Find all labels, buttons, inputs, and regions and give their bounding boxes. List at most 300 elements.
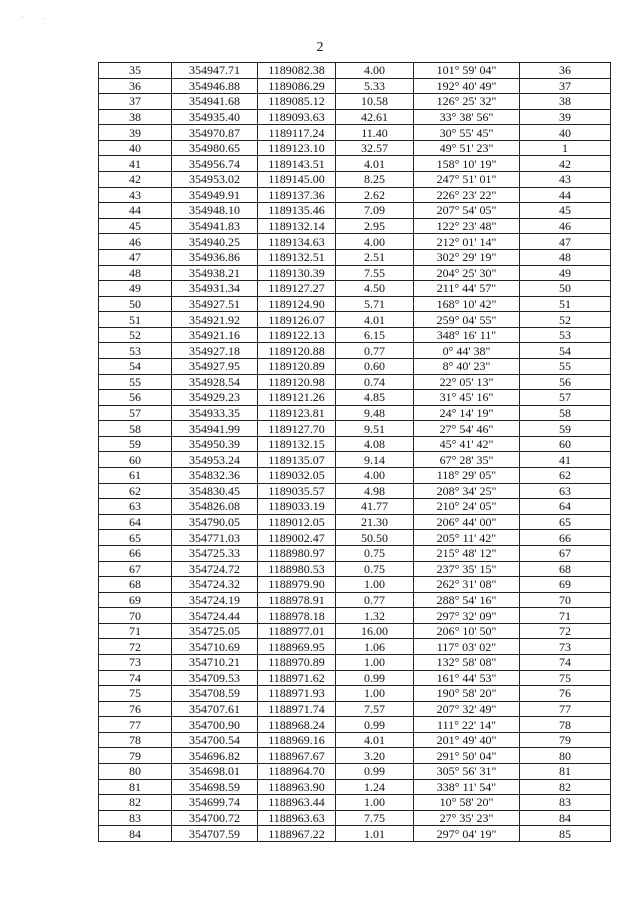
x-coordinate-cell: 354938.21 xyxy=(172,265,258,281)
table-row xyxy=(99,125,611,141)
x-coordinate-cell: 354953.02 xyxy=(172,172,258,188)
point-number-cell: 36 xyxy=(99,78,172,94)
table-row xyxy=(99,810,611,826)
distance-cell: 32.57 xyxy=(336,140,414,156)
x-coordinate-cell: 354707.59 xyxy=(172,826,258,842)
distance-cell: 1.00 xyxy=(336,577,414,593)
point-number-cell: 53 xyxy=(99,343,172,359)
x-coordinate-cell: 354946.88 xyxy=(172,78,258,94)
x-coordinate-cell: 354724.32 xyxy=(172,577,258,593)
bearing-cell: 158° 10' 19" xyxy=(414,156,520,172)
point-number-cell: 49 xyxy=(99,281,172,297)
x-coordinate-cell: 354921.16 xyxy=(172,327,258,343)
next-point-cell: 36 xyxy=(520,63,611,79)
x-coordinate-cell: 354921.92 xyxy=(172,312,258,328)
x-coordinate-cell: 354935.40 xyxy=(172,109,258,125)
table-row xyxy=(99,94,611,110)
distance-cell: 41.77 xyxy=(336,499,414,515)
x-coordinate-cell: 354950.39 xyxy=(172,436,258,452)
table-row xyxy=(99,156,611,172)
point-number-cell: 54 xyxy=(99,358,172,374)
bearing-cell: 168° 10' 42" xyxy=(414,296,520,312)
table-row xyxy=(99,452,611,468)
y-coordinate-cell: 1188980.97 xyxy=(258,545,336,561)
table-row xyxy=(99,436,611,452)
table-row xyxy=(99,764,611,780)
next-point-cell: 70 xyxy=(520,592,611,608)
table-row xyxy=(99,779,611,795)
y-coordinate-cell: 1189085.12 xyxy=(258,94,336,110)
y-coordinate-cell: 1188977.01 xyxy=(258,623,336,639)
table-row xyxy=(99,296,611,312)
y-coordinate-cell: 1188967.67 xyxy=(258,748,336,764)
point-number-cell: 59 xyxy=(99,436,172,452)
bearing-cell: 126° 25' 32" xyxy=(414,94,520,110)
y-coordinate-cell: 1189122.13 xyxy=(258,327,336,343)
bearing-cell: 206° 10' 50" xyxy=(414,623,520,639)
next-point-cell: 1 xyxy=(520,140,611,156)
bearing-cell: 297° 32' 09" xyxy=(414,608,520,624)
next-point-cell: 41 xyxy=(520,452,611,468)
bearing-cell: 212° 01' 14" xyxy=(414,234,520,250)
point-number-cell: 62 xyxy=(99,483,172,499)
next-point-cell: 52 xyxy=(520,312,611,328)
next-point-cell: 42 xyxy=(520,156,611,172)
x-coordinate-cell: 354927.51 xyxy=(172,296,258,312)
x-coordinate-cell: 354707.61 xyxy=(172,701,258,717)
next-point-cell: 43 xyxy=(520,172,611,188)
y-coordinate-cell: 1188967.22 xyxy=(258,826,336,842)
bearing-cell: 132° 58' 08" xyxy=(414,654,520,670)
next-point-cell: 71 xyxy=(520,608,611,624)
y-coordinate-cell: 1189126.07 xyxy=(258,312,336,328)
x-coordinate-cell: 354947.71 xyxy=(172,63,258,79)
distance-cell: 8.25 xyxy=(336,172,414,188)
table-row xyxy=(99,343,611,359)
distance-cell: 4.98 xyxy=(336,483,414,499)
y-coordinate-cell: 1189035.57 xyxy=(258,483,336,499)
next-point-cell: 54 xyxy=(520,343,611,359)
x-coordinate-cell: 354928.54 xyxy=(172,374,258,390)
table-row xyxy=(99,592,611,608)
point-number-cell: 35 xyxy=(99,63,172,79)
point-number-cell: 60 xyxy=(99,452,172,468)
y-coordinate-cell: 1189123.81 xyxy=(258,405,336,421)
next-point-cell: 60 xyxy=(520,436,611,452)
bearing-cell: 207° 54' 05" xyxy=(414,203,520,219)
point-number-cell: 41 xyxy=(99,156,172,172)
point-number-cell: 43 xyxy=(99,187,172,203)
x-coordinate-cell: 354725.33 xyxy=(172,545,258,561)
distance-cell: 0.60 xyxy=(336,358,414,374)
x-coordinate-cell: 354790.05 xyxy=(172,514,258,530)
next-point-cell: 58 xyxy=(520,405,611,421)
table-row xyxy=(99,623,611,639)
point-number-cell: 61 xyxy=(99,468,172,484)
table-row xyxy=(99,327,611,343)
x-coordinate-cell: 354830.45 xyxy=(172,483,258,499)
x-coordinate-cell: 354949.91 xyxy=(172,187,258,203)
bearing-cell: 259° 04' 55" xyxy=(414,312,520,328)
bearing-cell: 45° 41' 42" xyxy=(414,436,520,452)
bearing-cell: 201° 49' 40" xyxy=(414,732,520,748)
table-row xyxy=(99,732,611,748)
table-row xyxy=(99,203,611,219)
y-coordinate-cell: 1188968.24 xyxy=(258,717,336,733)
bearing-cell: 111° 22' 14" xyxy=(414,717,520,733)
y-coordinate-cell: 1189120.88 xyxy=(258,343,336,359)
table-row xyxy=(99,608,611,624)
distance-cell: 0.77 xyxy=(336,592,414,608)
bearing-cell: 204° 25' 30" xyxy=(414,265,520,281)
point-number-cell: 66 xyxy=(99,545,172,561)
coordinates-table-body xyxy=(99,63,611,842)
point-number-cell: 40 xyxy=(99,140,172,156)
bearing-cell: 190° 58' 20" xyxy=(414,686,520,702)
y-coordinate-cell: 1189093.63 xyxy=(258,109,336,125)
next-point-cell: 40 xyxy=(520,125,611,141)
x-coordinate-cell: 354710.21 xyxy=(172,654,258,670)
table-row xyxy=(99,717,611,733)
bearing-cell: 226° 23' 22" xyxy=(414,187,520,203)
y-coordinate-cell: 1189132.51 xyxy=(258,249,336,265)
distance-cell: 7.55 xyxy=(336,265,414,281)
next-point-cell: 83 xyxy=(520,795,611,811)
table-row xyxy=(99,499,611,515)
y-coordinate-cell: 1189134.63 xyxy=(258,234,336,250)
distance-cell: 0.74 xyxy=(336,374,414,390)
y-coordinate-cell: 1188970.89 xyxy=(258,654,336,670)
table-row xyxy=(99,265,611,281)
next-point-cell: 84 xyxy=(520,810,611,826)
distance-cell: 4.01 xyxy=(336,312,414,328)
next-point-cell: 44 xyxy=(520,187,611,203)
point-number-cell: 73 xyxy=(99,654,172,670)
next-point-cell: 49 xyxy=(520,265,611,281)
point-number-cell: 39 xyxy=(99,125,172,141)
point-number-cell: 42 xyxy=(99,172,172,188)
next-point-cell: 59 xyxy=(520,421,611,437)
y-coordinate-cell: 1189127.27 xyxy=(258,281,336,297)
y-coordinate-cell: 1189132.15 xyxy=(258,436,336,452)
table-row xyxy=(99,63,611,79)
point-number-cell: 55 xyxy=(99,374,172,390)
bearing-cell: 117° 03' 02" xyxy=(414,639,520,655)
next-point-cell: 82 xyxy=(520,779,611,795)
y-coordinate-cell: 1188963.63 xyxy=(258,810,336,826)
point-number-cell: 67 xyxy=(99,561,172,577)
point-number-cell: 58 xyxy=(99,421,172,437)
distance-cell: 4.01 xyxy=(336,732,414,748)
point-number-cell: 74 xyxy=(99,670,172,686)
point-number-cell: 81 xyxy=(99,779,172,795)
table-row xyxy=(99,545,611,561)
distance-cell: 1.01 xyxy=(336,826,414,842)
next-point-cell: 48 xyxy=(520,249,611,265)
x-coordinate-cell: 354941.68 xyxy=(172,94,258,110)
next-point-cell: 73 xyxy=(520,639,611,655)
x-coordinate-cell: 354941.99 xyxy=(172,421,258,437)
next-point-cell: 47 xyxy=(520,234,611,250)
bearing-cell: 33° 38' 56" xyxy=(414,109,520,125)
table-row xyxy=(99,468,611,484)
next-point-cell: 39 xyxy=(520,109,611,125)
next-point-cell: 46 xyxy=(520,218,611,234)
distance-cell: 9.48 xyxy=(336,405,414,421)
next-point-cell: 37 xyxy=(520,78,611,94)
x-coordinate-cell: 354832.36 xyxy=(172,468,258,484)
point-number-cell: 56 xyxy=(99,390,172,406)
y-coordinate-cell: 1189137.36 xyxy=(258,187,336,203)
distance-cell: 1.00 xyxy=(336,686,414,702)
x-coordinate-cell: 354725.05 xyxy=(172,623,258,639)
distance-cell: 7.57 xyxy=(336,701,414,717)
table-row xyxy=(99,405,611,421)
next-point-cell: 66 xyxy=(520,530,611,546)
bearing-cell: 118° 29' 05" xyxy=(414,468,520,484)
next-point-cell: 69 xyxy=(520,577,611,593)
point-number-cell: 65 xyxy=(99,530,172,546)
table-row xyxy=(99,654,611,670)
distance-cell: 7.09 xyxy=(336,203,414,219)
next-point-cell: 78 xyxy=(520,717,611,733)
distance-cell: 5.33 xyxy=(336,78,414,94)
y-coordinate-cell: 1189082.38 xyxy=(258,63,336,79)
x-coordinate-cell: 354700.54 xyxy=(172,732,258,748)
x-coordinate-cell: 354724.44 xyxy=(172,608,258,624)
point-number-cell: 45 xyxy=(99,218,172,234)
x-coordinate-cell: 354956.74 xyxy=(172,156,258,172)
x-coordinate-cell: 354940.25 xyxy=(172,234,258,250)
y-coordinate-cell: 1189123.10 xyxy=(258,140,336,156)
table-row xyxy=(99,187,611,203)
table-row xyxy=(99,358,611,374)
point-number-cell: 69 xyxy=(99,592,172,608)
point-number-cell: 78 xyxy=(99,732,172,748)
point-number-cell: 84 xyxy=(99,826,172,842)
table-row xyxy=(99,748,611,764)
x-coordinate-cell: 354927.18 xyxy=(172,343,258,359)
next-point-cell: 76 xyxy=(520,686,611,702)
distance-cell: 50.50 xyxy=(336,530,414,546)
distance-cell: 42.61 xyxy=(336,109,414,125)
next-point-cell: 56 xyxy=(520,374,611,390)
point-number-cell: 64 xyxy=(99,514,172,530)
bearing-cell: 122° 23' 48" xyxy=(414,218,520,234)
next-point-cell: 85 xyxy=(520,826,611,842)
next-point-cell: 80 xyxy=(520,748,611,764)
point-number-cell: 79 xyxy=(99,748,172,764)
table-row xyxy=(99,701,611,717)
point-number-cell: 75 xyxy=(99,686,172,702)
y-coordinate-cell: 1189124.90 xyxy=(258,296,336,312)
bearing-cell: 262° 31' 08" xyxy=(414,577,520,593)
x-coordinate-cell: 354980.65 xyxy=(172,140,258,156)
bearing-cell: 27° 35' 23" xyxy=(414,810,520,826)
point-number-cell: 48 xyxy=(99,265,172,281)
next-point-cell: 51 xyxy=(520,296,611,312)
next-point-cell: 72 xyxy=(520,623,611,639)
distance-cell: 1.24 xyxy=(336,779,414,795)
next-point-cell: 38 xyxy=(520,94,611,110)
bearing-cell: 302° 29' 19" xyxy=(414,249,520,265)
distance-cell: 2.62 xyxy=(336,187,414,203)
point-number-cell: 57 xyxy=(99,405,172,421)
bearing-cell: 348° 16' 11" xyxy=(414,327,520,343)
bearing-cell: 31° 45' 16" xyxy=(414,390,520,406)
x-coordinate-cell: 354699.74 xyxy=(172,795,258,811)
point-number-cell: 82 xyxy=(99,795,172,811)
distance-cell: 0.75 xyxy=(336,545,414,561)
point-number-cell: 76 xyxy=(99,701,172,717)
table-row xyxy=(99,483,611,499)
x-coordinate-cell: 354724.19 xyxy=(172,592,258,608)
distance-cell: 4.00 xyxy=(336,468,414,484)
bearing-cell: 49° 51' 23" xyxy=(414,140,520,156)
distance-cell: 0.99 xyxy=(336,717,414,733)
next-point-cell: 57 xyxy=(520,390,611,406)
next-point-cell: 68 xyxy=(520,561,611,577)
distance-cell: 1.00 xyxy=(336,654,414,670)
coordinates-table xyxy=(98,62,611,842)
x-coordinate-cell: 354698.59 xyxy=(172,779,258,795)
distance-cell: 4.01 xyxy=(336,156,414,172)
y-coordinate-cell: 1189145.00 xyxy=(258,172,336,188)
y-coordinate-cell: 1188978.18 xyxy=(258,608,336,624)
table-row xyxy=(99,530,611,546)
table-row xyxy=(99,686,611,702)
x-coordinate-cell: 354933.35 xyxy=(172,405,258,421)
bearing-cell: 27° 54' 46" xyxy=(414,421,520,437)
bearing-cell: 192° 40' 49" xyxy=(414,78,520,94)
bearing-cell: 0° 44' 38" xyxy=(414,343,520,359)
page-number: 2 xyxy=(316,40,324,55)
y-coordinate-cell: 1189086.29 xyxy=(258,78,336,94)
distance-cell: 1.00 xyxy=(336,795,414,811)
point-number-cell: 38 xyxy=(99,109,172,125)
table-row xyxy=(99,390,611,406)
point-number-cell: 70 xyxy=(99,608,172,624)
y-coordinate-cell: 1188964.70 xyxy=(258,764,336,780)
table-row xyxy=(99,281,611,297)
table-row xyxy=(99,312,611,328)
bearing-cell: 22° 05' 13" xyxy=(414,374,520,390)
distance-cell: 2.95 xyxy=(336,218,414,234)
x-coordinate-cell: 354948.10 xyxy=(172,203,258,219)
point-number-cell: 71 xyxy=(99,623,172,639)
distance-cell: 10.58 xyxy=(336,94,414,110)
bearing-cell: 208° 34' 25" xyxy=(414,483,520,499)
x-coordinate-cell: 354698.01 xyxy=(172,764,258,780)
distance-cell: 11.40 xyxy=(336,125,414,141)
x-coordinate-cell: 354936.86 xyxy=(172,249,258,265)
table-row xyxy=(99,421,611,437)
distance-cell: 9.51 xyxy=(336,421,414,437)
point-number-cell: 51 xyxy=(99,312,172,328)
y-coordinate-cell: 1188963.44 xyxy=(258,795,336,811)
y-coordinate-cell: 1189132.14 xyxy=(258,218,336,234)
bearing-cell: 211° 44' 57" xyxy=(414,281,520,297)
point-number-cell: 63 xyxy=(99,499,172,515)
y-coordinate-cell: 1188969.16 xyxy=(258,732,336,748)
y-coordinate-cell: 1189002.47 xyxy=(258,530,336,546)
next-point-cell: 74 xyxy=(520,654,611,670)
next-point-cell: 79 xyxy=(520,732,611,748)
y-coordinate-cell: 1188971.74 xyxy=(258,701,336,717)
table-row xyxy=(99,577,611,593)
y-coordinate-cell: 1189033.19 xyxy=(258,499,336,515)
point-number-cell: 37 xyxy=(99,94,172,110)
y-coordinate-cell: 1188963.90 xyxy=(258,779,336,795)
x-coordinate-cell: 354970.87 xyxy=(172,125,258,141)
next-point-cell: 63 xyxy=(520,483,611,499)
y-coordinate-cell: 1189130.39 xyxy=(258,265,336,281)
table-row xyxy=(99,514,611,530)
x-coordinate-cell: 354696.82 xyxy=(172,748,258,764)
point-number-cell: 80 xyxy=(99,764,172,780)
table-row xyxy=(99,109,611,125)
table-row xyxy=(99,639,611,655)
distance-cell: 0.99 xyxy=(336,670,414,686)
bearing-cell: 205° 11' 42" xyxy=(414,530,520,546)
y-coordinate-cell: 1188971.62 xyxy=(258,670,336,686)
y-coordinate-cell: 1189127.70 xyxy=(258,421,336,437)
y-coordinate-cell: 1189143.51 xyxy=(258,156,336,172)
x-coordinate-cell: 354927.95 xyxy=(172,358,258,374)
next-point-cell: 75 xyxy=(520,670,611,686)
x-coordinate-cell: 354700.72 xyxy=(172,810,258,826)
bearing-cell: 207° 32' 49" xyxy=(414,701,520,717)
y-coordinate-cell: 1188978.91 xyxy=(258,592,336,608)
distance-cell: 5.71 xyxy=(336,296,414,312)
bearing-cell: 161° 44' 53" xyxy=(414,670,520,686)
next-point-cell: 45 xyxy=(520,203,611,219)
y-coordinate-cell: 1188969.95 xyxy=(258,639,336,655)
x-coordinate-cell: 354953.24 xyxy=(172,452,258,468)
point-number-cell: 83 xyxy=(99,810,172,826)
table-row xyxy=(99,218,611,234)
distance-cell: 4.85 xyxy=(336,390,414,406)
point-number-cell: 47 xyxy=(99,249,172,265)
bearing-cell: 10° 58' 20" xyxy=(414,795,520,811)
x-coordinate-cell: 354771.03 xyxy=(172,530,258,546)
next-point-cell: 62 xyxy=(520,468,611,484)
x-coordinate-cell: 354941.83 xyxy=(172,218,258,234)
table-row xyxy=(99,140,611,156)
distance-cell: 4.50 xyxy=(336,281,414,297)
point-number-cell: 46 xyxy=(99,234,172,250)
distance-cell: 4.00 xyxy=(336,63,414,79)
x-coordinate-cell: 354724.72 xyxy=(172,561,258,577)
distance-cell: 4.08 xyxy=(336,436,414,452)
y-coordinate-cell: 1189032.05 xyxy=(258,468,336,484)
y-coordinate-cell: 1189121.26 xyxy=(258,390,336,406)
bearing-cell: 288° 54' 16" xyxy=(414,592,520,608)
table-row xyxy=(99,249,611,265)
point-number-cell: 52 xyxy=(99,327,172,343)
table-row xyxy=(99,234,611,250)
next-point-cell: 81 xyxy=(520,764,611,780)
distance-cell: 1.06 xyxy=(336,639,414,655)
y-coordinate-cell: 1189120.98 xyxy=(258,374,336,390)
distance-cell: 4.00 xyxy=(336,234,414,250)
next-point-cell: 50 xyxy=(520,281,611,297)
bearing-cell: 30° 55' 45" xyxy=(414,125,520,141)
distance-cell: 3.20 xyxy=(336,748,414,764)
y-coordinate-cell: 1189117.24 xyxy=(258,125,336,141)
point-number-cell: 68 xyxy=(99,577,172,593)
next-point-cell: 65 xyxy=(520,514,611,530)
